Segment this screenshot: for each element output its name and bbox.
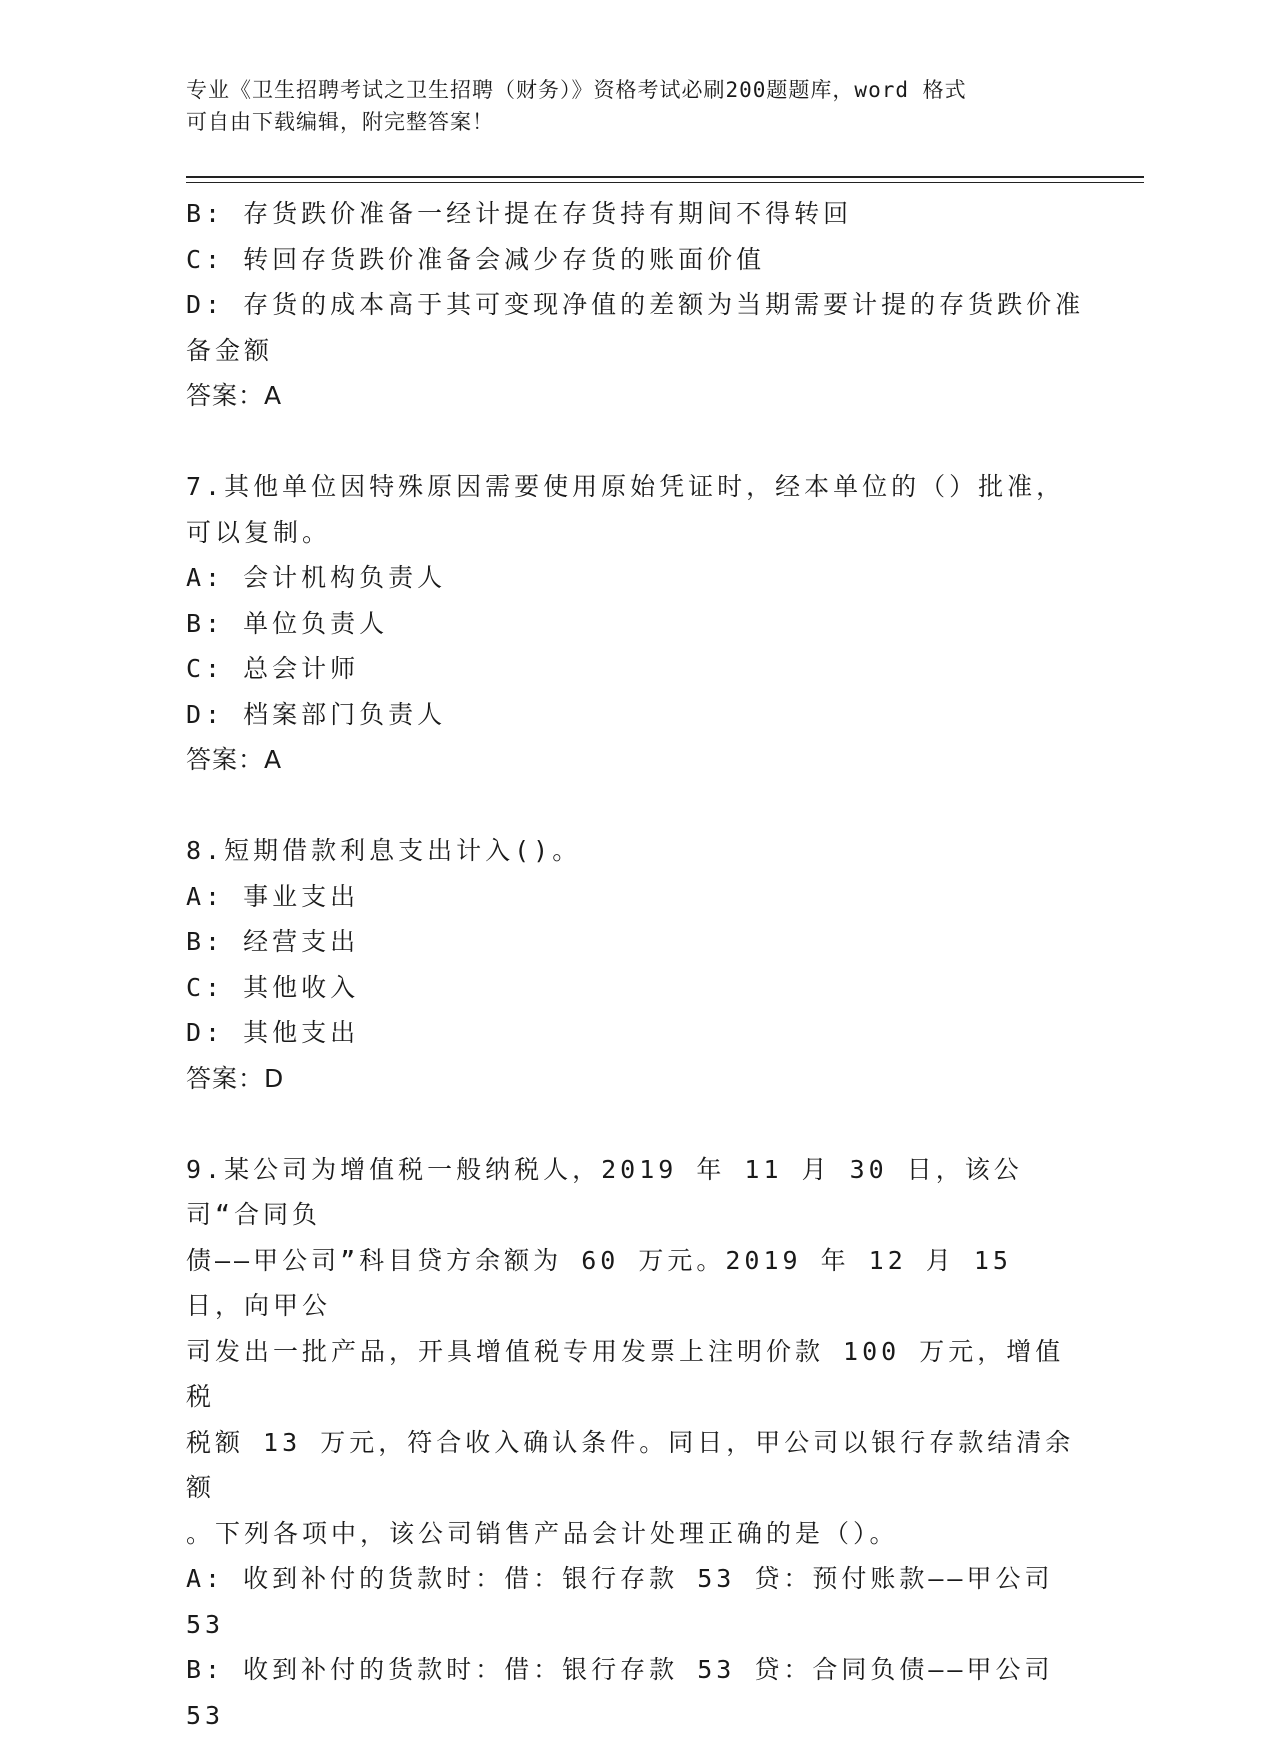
option-d: D: 档案部门负责人 <box>186 692 1086 738</box>
question-stem-line-2: 债——甲公司”科目贷方余额为 60 万元。2019 年 12 月 15 日，向甲公 <box>186 1238 1086 1329</box>
question-stem-line-4: 税额 13 万元，符合收入确认条件。同日，甲公司以银行存款结清余额 <box>186 1420 1086 1511</box>
spacer <box>186 419 1086 465</box>
question-9 <box>186 1147 1086 1738</box>
option-a: A: 会计机构负责人 <box>186 555 1086 601</box>
spacer <box>186 783 1086 829</box>
answer: 答案：A <box>186 373 1086 419</box>
header-divider-thick <box>186 176 1144 178</box>
question-stem-line-1: 7.其他单位因特殊原因需要使用原始凭证时，经本单位的（）批准， <box>186 464 1086 510</box>
option-d-line-1: D: 存货的成本高于其可变现净值的差额为当期需要计提的存货跌价准 <box>186 282 1086 328</box>
option-a: A: 事业支出 <box>186 874 1086 920</box>
option-c: C: 其他收入 <box>186 965 1086 1011</box>
question-stem-line-1: 8.短期借款利息支出计入()。 <box>186 828 1086 874</box>
question-stem-line-5: 。下列各项中，该公司销售产品会计处理正确的是（）。 <box>186 1511 1086 1557</box>
question-stem-line-3: 司发出一批产品，开具增值税专用发票上注明价款 100 万元，增值税 <box>186 1329 1086 1420</box>
question-8 <box>186 828 1086 1101</box>
answer: 答案：A <box>186 737 1086 783</box>
option-d-line-2: 备金额 <box>186 328 1086 374</box>
spacer <box>186 1101 1086 1147</box>
question-6-remainder <box>186 191 1086 419</box>
option-d: D: 其他支出 <box>186 1010 1086 1056</box>
question-stem-line-2: 可以复制。 <box>186 510 1086 556</box>
option-b: B: 收到补付的货款时：借：银行存款 53 贷：合同负债——甲公司 53 <box>186 1647 1086 1738</box>
option-b: B: 经营支出 <box>186 919 1086 965</box>
header-divider-thin <box>186 182 1144 183</box>
page-header <box>186 74 1086 138</box>
option-c: C: 转回存货跌价准备会减少存货的账面价值 <box>186 237 1086 283</box>
option-a: A: 收到补付的货款时：借：银行存款 53 贷：预付账款——甲公司 53 <box>186 1556 1086 1647</box>
option-c: C: 总会计师 <box>186 646 1086 692</box>
question-stem-line-1: 9.某公司为增值税一般纳税人，2019 年 11 月 30 日，该公司“合同负 <box>186 1147 1086 1238</box>
answer: 答案：D <box>186 1056 1086 1102</box>
option-b: B: 存货跌价准备一经计提在存货持有期间不得转回 <box>186 191 1086 237</box>
header-line-2: 可自由下载编辑，附完整答案！ <box>186 106 1086 138</box>
header-line-1: 专业《卫生招聘考试之卫生招聘（财务）》资格考试必刷200题题库，word 格式 <box>186 74 1086 106</box>
question-list <box>186 191 1086 1738</box>
option-b: B: 单位负责人 <box>186 601 1086 647</box>
question-7 <box>186 464 1086 783</box>
